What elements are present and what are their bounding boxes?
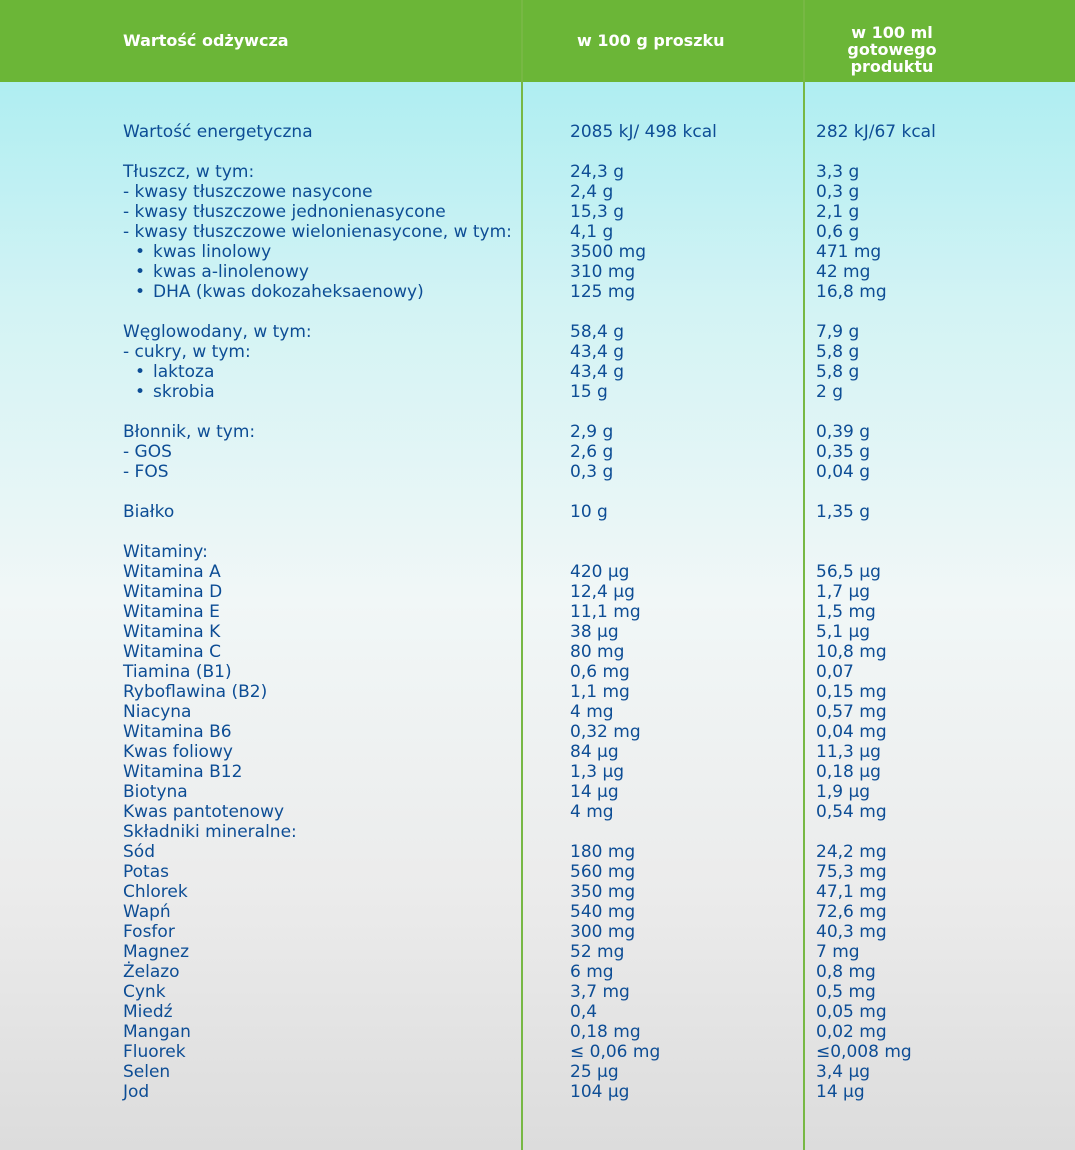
value-per-100ml: 11,3 µg (816, 742, 881, 762)
value-per-100ml: ≤0,008 mg (816, 1042, 912, 1062)
value-per-100ml: 0,02 mg (816, 1022, 887, 1042)
nutrient-label-text: Miedź (123, 1002, 173, 1022)
table-row (0, 922, 1075, 942)
nutrient-label (123, 222, 512, 242)
table-row (0, 502, 1075, 522)
nutrient-label-text: Fosfor (123, 922, 175, 942)
table-row (0, 642, 1075, 662)
value-per-100g: 52 mg (570, 942, 625, 962)
value-per-100ml: 282 kJ/67 kcal (816, 122, 936, 142)
value-per-100ml: 2 g (816, 382, 844, 402)
value-per-100g: 0,3 g (570, 462, 614, 482)
value-per-100g: 2085 kJ/ 498 kcal (570, 122, 717, 142)
nutrient-label-text: Tiamina (B1) (123, 662, 232, 682)
table-row (0, 962, 1075, 982)
table-row (0, 262, 1075, 282)
value-per-100ml: 40,3 mg (816, 922, 887, 942)
table-row (0, 1042, 1075, 1062)
nutrient-label (123, 682, 267, 702)
value-per-100ml: 0,54 mg (816, 802, 887, 822)
nutrient-label-text: Sód (123, 842, 155, 862)
nutrient-label-text: Biotyna (123, 782, 188, 802)
table-row (0, 1002, 1075, 1022)
nutrient-label-text: Magnez (123, 942, 190, 962)
value-per-100ml: 5,8 g (816, 342, 860, 362)
nutrient-label-text: Witamina B6 (123, 722, 232, 742)
nutrient-label-text: Wartość energetyczna (123, 122, 313, 142)
value-per-100g: 11,1 mg (570, 602, 641, 622)
nutrient-label (123, 982, 166, 1002)
value-per-100ml: 47,1 mg (816, 882, 887, 902)
value-per-100g: 104 µg (570, 1082, 630, 1102)
value-per-100g: 2,6 g (570, 442, 614, 462)
nutrient-label (123, 602, 220, 622)
table-row (0, 742, 1075, 762)
value-per-100ml: 5,8 g (816, 362, 860, 382)
header-per-100g-column: w 100 g proszku (577, 31, 725, 50)
value-per-100g: 43,4 g (570, 362, 625, 382)
nutrient-label (123, 922, 175, 942)
table-row (0, 562, 1075, 582)
value-per-100ml: 0,18 µg (816, 762, 881, 782)
value-per-100g: 0,6 mg (570, 662, 630, 682)
value-per-100g: 540 mg (570, 902, 636, 922)
table-row (0, 422, 1075, 442)
nutrient-label-text: Cynk (123, 982, 166, 1002)
nutrient-label (123, 762, 242, 782)
value-per-100ml: 0,5 mg (816, 982, 876, 1002)
nutrient-label (123, 1022, 191, 1042)
table-row (0, 222, 1075, 242)
value-per-100g: 0,4 (570, 1002, 598, 1022)
value-per-100ml: 1,7 µg (816, 582, 871, 602)
table-row (0, 862, 1075, 882)
table-row (0, 382, 1075, 402)
nutrient-label-text: - cukry, w tym: (123, 342, 251, 362)
value-per-100g: 58,4 g (570, 322, 625, 342)
nutrient-label (123, 702, 191, 722)
value-per-100g: 2,4 g (570, 182, 614, 202)
value-per-100ml: 0,6 g (816, 222, 860, 242)
value-per-100ml: 0,05 mg (816, 1002, 887, 1022)
nutrient-label-text: Witamina D (123, 582, 223, 602)
table-row (0, 582, 1075, 602)
nutrient-label (123, 1002, 173, 1022)
value-per-100g: 3,7 mg (570, 982, 630, 1002)
table-row (0, 982, 1075, 1002)
table-row (0, 282, 1075, 302)
table-row (0, 362, 1075, 382)
nutrient-label (135, 382, 215, 402)
nutrient-label-text: Witamina B12 (123, 762, 243, 782)
value-per-100ml: 72,6 mg (816, 902, 887, 922)
value-per-100g: 1,1 mg (570, 682, 630, 702)
nutrient-label-text: - kwasy tłuszczowe wielonienasycone, w tym: (123, 222, 512, 242)
nutrient-label (123, 1062, 170, 1082)
nutrient-label-text: Witamina E (123, 602, 220, 622)
value-per-100ml: 3,3 g (816, 162, 860, 182)
nutrient-label (123, 722, 232, 742)
value-per-100ml: 0,57 mg (816, 702, 887, 722)
nutrient-label (123, 182, 373, 202)
value-per-100g: 43,4 g (570, 342, 625, 362)
table-row (0, 202, 1075, 222)
nutrient-label (123, 622, 220, 642)
value-per-100ml: 14 µg (816, 1082, 865, 1102)
value-per-100g: 3500 mg (570, 242, 647, 262)
nutrient-label (123, 842, 155, 862)
nutrient-label (123, 822, 297, 842)
value-per-100g: 12,4 µg (570, 582, 635, 602)
value-per-100ml: 10,8 mg (816, 642, 887, 662)
table-row (0, 342, 1075, 362)
value-per-100ml: 3,4 µg (816, 1062, 871, 1082)
nutrient-label-text: Potas (123, 862, 169, 882)
table-row (0, 1082, 1075, 1102)
nutrient-label-text: Witaminy: (123, 542, 208, 562)
value-per-100g: 10 g (570, 502, 608, 522)
nutrient-label (135, 262, 309, 282)
value-per-100ml: 42 mg (816, 262, 871, 282)
nutrient-label-text: Witamina K (123, 622, 221, 642)
value-per-100g: 15,3 g (570, 202, 625, 222)
nutrient-label (123, 342, 251, 362)
nutrient-label (123, 582, 222, 602)
value-per-100ml: 471 mg (816, 242, 882, 262)
nutrient-label-text: Niacyna (123, 702, 192, 722)
value-per-100g: 6 mg (570, 962, 614, 982)
nutrient-label-text: - GOS (123, 442, 172, 462)
value-per-100ml: 0,04 mg (816, 722, 887, 742)
nutrient-label-text: - kwasy tłuszczowe jednonienasycone (123, 202, 446, 222)
nutrient-label (123, 122, 313, 142)
header-nutrient-column: Wartość odżywcza (123, 31, 289, 50)
value-per-100g: 4 mg (570, 802, 614, 822)
nutrient-label (123, 642, 221, 662)
table-row (0, 682, 1075, 702)
table-row (0, 882, 1075, 902)
value-per-100g: 420 µg (570, 562, 630, 582)
value-per-100ml: 0,07 (816, 662, 854, 682)
table-row (0, 442, 1075, 462)
value-per-100ml: 1,35 g (816, 502, 871, 522)
table-row (0, 662, 1075, 682)
value-per-100ml: 0,04 g (816, 462, 871, 482)
nutrient-label-text: Kwas foliowy (123, 742, 233, 762)
value-per-100ml: 0,8 mg (816, 962, 876, 982)
value-per-100g: 15 g (570, 382, 608, 402)
nutrient-label (123, 1042, 186, 1062)
nutrient-label (123, 902, 171, 922)
nutrient-label (123, 802, 284, 822)
value-per-100g: 310 mg (570, 262, 636, 282)
nutrient-label-text: Składniki mineralne: (123, 822, 297, 842)
nutrient-label-text: Żelazo (123, 962, 180, 982)
nutrient-label-text: Witamina A (123, 562, 221, 582)
table-row (0, 702, 1075, 722)
nutrient-label (123, 462, 169, 482)
nutrient-label (135, 362, 214, 382)
nutrient-label (123, 662, 232, 682)
nutrient-label (123, 162, 254, 182)
table-row (0, 902, 1075, 922)
nutrient-label-text: Mangan (123, 1022, 191, 1042)
value-per-100g: 2,9 g (570, 422, 614, 442)
value-per-100ml: 56,5 µg (816, 562, 881, 582)
value-per-100g: 4 mg (570, 702, 614, 722)
table-row (0, 182, 1075, 202)
nutrient-label (123, 742, 233, 762)
nutrient-label-text: Jod (123, 1082, 150, 1102)
value-per-100ml: 75,3 mg (816, 862, 887, 882)
nutrient-label (123, 962, 180, 982)
nutrient-label (123, 422, 255, 442)
bullet-icon: • (135, 262, 146, 282)
value-per-100g: 84 µg (570, 742, 619, 762)
table-row (0, 842, 1075, 862)
value-per-100g: 300 mg (570, 922, 636, 942)
nutrient-label-text: Węglowodany, w tym: (123, 322, 312, 342)
nutrient-label-text: kwas linolowy (153, 242, 272, 262)
value-per-100ml: 24,2 mg (816, 842, 887, 862)
table-row (0, 622, 1075, 642)
nutrient-label-text: Tłuszcz, w tym: (123, 162, 255, 182)
nutrient-label-text: Witamina C (123, 642, 221, 662)
nutrient-label (135, 282, 424, 302)
value-per-100g: 25 µg (570, 1062, 619, 1082)
value-per-100ml: 16,8 mg (816, 282, 887, 302)
value-per-100g: 180 mg (570, 842, 636, 862)
table-header (0, 0, 1075, 82)
nutrient-label-text: Ryboflawina (B2) (123, 682, 268, 702)
table-row (0, 602, 1075, 622)
value-per-100ml: 2,1 g (816, 202, 860, 222)
nutrient-label-text: Wapń (123, 902, 171, 922)
value-per-100g: 0,18 mg (570, 1022, 641, 1042)
nutrient-label (123, 862, 169, 882)
value-per-100ml: 0,39 g (816, 422, 871, 442)
nutrient-label (123, 782, 188, 802)
nutrient-label-text: - FOS (123, 462, 169, 482)
nutrient-label-text: - kwasy tłuszczowe nasycone (123, 182, 373, 202)
value-per-100g: 38 µg (570, 622, 619, 642)
nutrient-label-text: Chlorek (123, 882, 188, 902)
nutrition-table-body (0, 122, 1075, 1102)
value-per-100ml: 0,35 g (816, 442, 871, 462)
value-per-100ml: 7,9 g (816, 322, 860, 342)
nutrient-label-text: DHA (kwas dokozaheksaenowy) (153, 282, 424, 302)
table-row (0, 802, 1075, 822)
nutrient-label (123, 1082, 149, 1102)
nutrient-label (123, 882, 188, 902)
table-row (0, 462, 1075, 482)
value-per-100g: ≤ 0,06 mg (570, 1042, 661, 1062)
nutrient-label-text: Kwas pantotenowy (123, 802, 285, 822)
nutrient-label (123, 502, 174, 522)
value-per-100ml: 1,9 µg (816, 782, 871, 802)
nutrient-label (123, 942, 189, 962)
value-per-100ml: 0,15 mg (816, 682, 887, 702)
table-row (0, 242, 1075, 262)
value-per-100g: 350 mg (570, 882, 636, 902)
table-row (0, 162, 1075, 182)
table-row (0, 1062, 1075, 1082)
table-row (0, 942, 1075, 962)
nutrient-label-text: Fluorek (123, 1042, 186, 1062)
nutrient-label (123, 562, 221, 582)
nutrient-label-text: Białko (123, 502, 175, 522)
value-per-100ml: 1,5 mg (816, 602, 876, 622)
nutrient-label (123, 322, 312, 342)
nutrient-label-text: Selen (123, 1062, 171, 1082)
value-per-100g: 125 mg (570, 282, 636, 302)
bullet-icon: • (135, 362, 146, 382)
nutrient-label (123, 542, 208, 562)
nutrient-label-text: skrobia (153, 382, 215, 402)
bullet-icon: • (135, 282, 146, 302)
value-per-100g: 0,32 mg (570, 722, 641, 742)
table-row (0, 1022, 1075, 1042)
value-per-100ml: 7 mg (816, 942, 860, 962)
table-row (0, 542, 1075, 562)
value-per-100g: 80 mg (570, 642, 625, 662)
nutrient-label (123, 202, 446, 222)
table-row (0, 762, 1075, 782)
header-per-100ml-column: w 100 ml gotowego produktu (847, 23, 937, 76)
table-row (0, 122, 1075, 142)
nutrient-label-text: laktoza (153, 362, 215, 382)
table-row (0, 722, 1075, 742)
value-per-100ml: 5,1 µg (816, 622, 871, 642)
value-per-100g: 24,3 g (570, 162, 625, 182)
table-row (0, 822, 1075, 842)
nutrient-label-text: Błonnik, w tym: (123, 422, 256, 442)
value-per-100g: 4,1 g (570, 222, 614, 242)
value-per-100ml: 0,3 g (816, 182, 860, 202)
table-row (0, 322, 1075, 342)
nutrient-label-text: kwas a-linolenowy (153, 262, 309, 282)
value-per-100g: 560 mg (570, 862, 636, 882)
nutrient-label (135, 242, 271, 262)
bullet-icon: • (135, 242, 146, 262)
nutrient-label (123, 442, 172, 462)
bullet-icon: • (135, 382, 146, 402)
table-row (0, 782, 1075, 802)
value-per-100g: 14 µg (570, 782, 619, 802)
value-per-100g: 1,3 µg (570, 762, 625, 782)
